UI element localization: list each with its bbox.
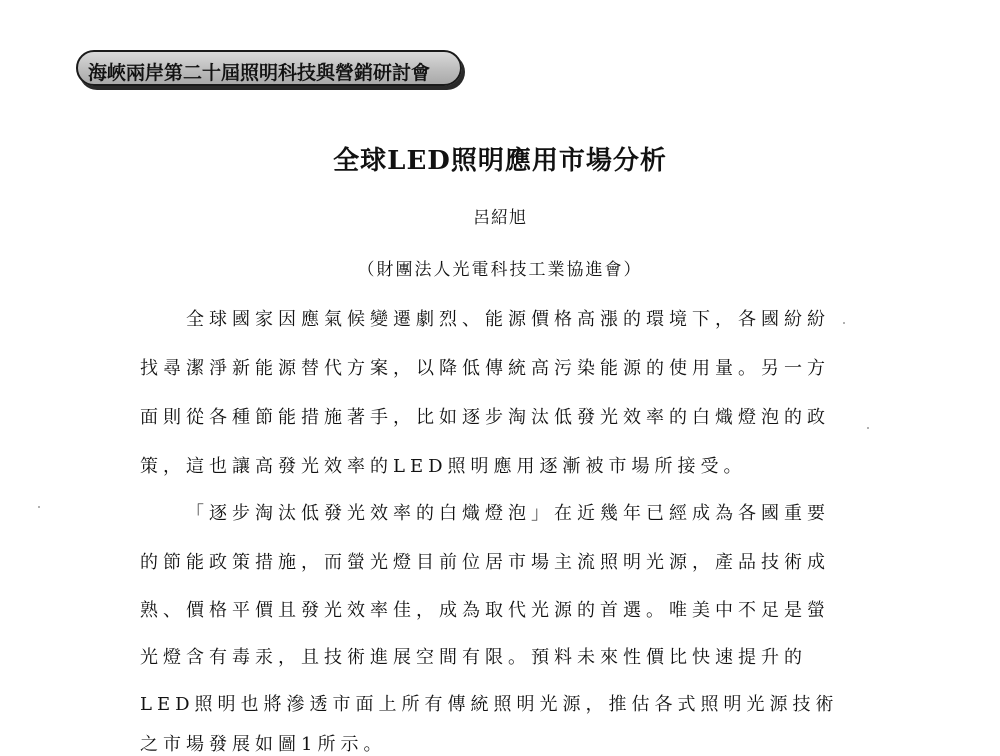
paper-author: 呂紹旭 — [473, 208, 527, 228]
paragraph-1-line-2: 找尋潔淨新能源替代方案，以降低傳統高污染能源的使用量。另一方 — [140, 358, 830, 379]
paper-title: 全球LED照明應用市場分析 — [333, 146, 667, 176]
paragraph-1-line-3: 面則從各種節能措施著手，比如逐步淘汰低發光效率的白熾燈泡的政 — [140, 407, 830, 428]
scan-speck — [38, 506, 40, 508]
paragraph-2-line-3: 熟、價格平價且發光效率佳，成為取代光源的首選。唯美中不足是螢 — [140, 600, 830, 621]
paragraph-2-line-6: 之市場發展如圖1所示。 — [140, 734, 387, 755]
conference-banner-text: 海峽兩岸第二十屆照明科技與營銷研討會 — [88, 62, 431, 84]
paragraph-2-line-4: 光燈含有毒汞，且技術進展空間有限。預料未來性價比快速提升的 — [140, 647, 807, 668]
paper-affiliation: （財團法人光電科技工業協進會） — [357, 260, 643, 280]
conference-banner — [76, 50, 462, 86]
paragraph-1-line-1: 全球國家因應氣候變遷劇烈、能源價格高漲的環境下，各國紛紛 — [186, 309, 830, 330]
scan-speck — [867, 427, 869, 429]
paragraph-2-line-2: 的節能政策措施，而螢光燈目前位居市場主流照明光源，產品技術成 — [140, 552, 830, 573]
paragraph-1-line-4: 策，這也讓高發光效率的LED照明應用逐漸被市場所接受。 — [140, 456, 747, 477]
paragraph-2-line-1: 「逐步淘汰低發光效率的白熾燈泡」在近幾年已經成為各國重要 — [186, 503, 830, 524]
paragraph-2-line-5: LED照明也將滲透市面上所有傳統照明光源，推估各式照明光源技術 — [140, 694, 839, 715]
scan-speck — [843, 322, 845, 324]
